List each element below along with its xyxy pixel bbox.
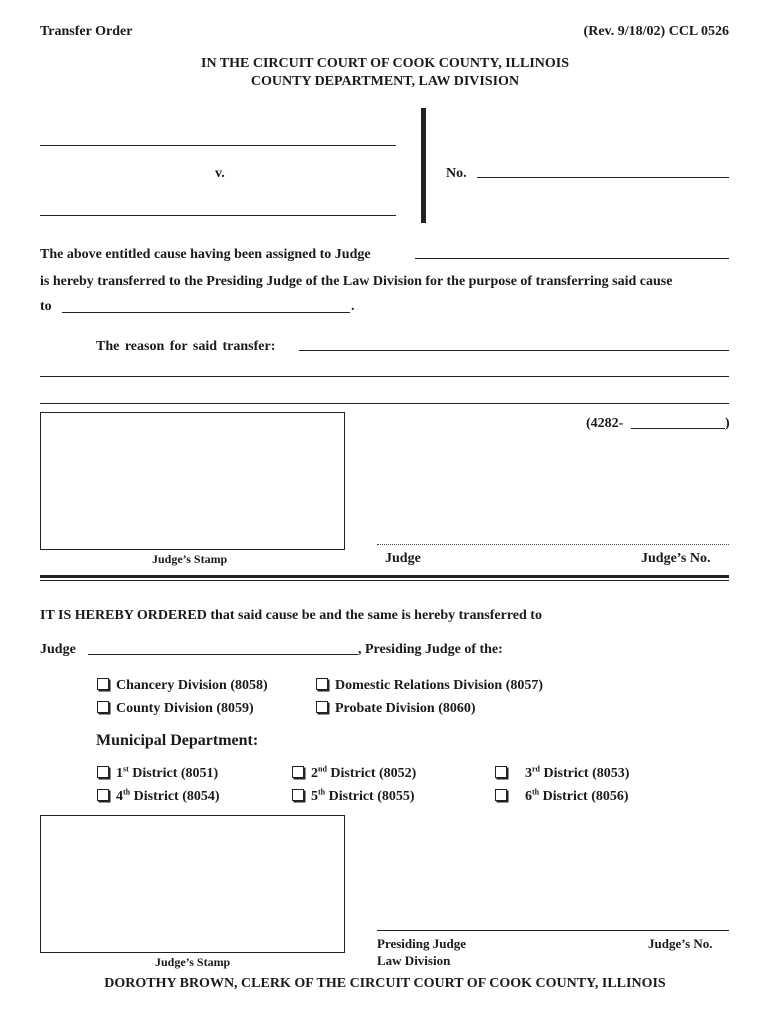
district-3-option[interactable]	[495, 765, 629, 782]
presiding-judge-label: Presiding Judge	[377, 936, 466, 951]
transferred-text: is hereby transferred to the Presiding Judge of the Law Division for the purpose of transferring said cause	[40, 274, 673, 289]
reason-field-line1[interactable]	[299, 350, 729, 351]
law-division-label: Law Division	[377, 953, 451, 968]
assigned-judge-field[interactable]	[415, 258, 729, 259]
district-5-option[interactable]	[292, 788, 415, 805]
versus-label: v.	[215, 166, 225, 181]
district-1-option[interactable]	[97, 765, 218, 782]
code-suffix: )	[725, 416, 730, 431]
court-title-line1: IN THE CIRCUIT COURT OF COOK COUNTY, ILLINOIS	[201, 56, 569, 71]
judge-signature-line[interactable]	[377, 544, 729, 545]
district-6-checkbox[interactable]	[495, 789, 507, 801]
district-3-checkbox[interactable]	[495, 766, 507, 778]
case-number-field[interactable]	[477, 177, 729, 178]
domestic-checkbox[interactable]	[316, 678, 328, 690]
reason-label: The reason for said transfer:	[96, 339, 276, 354]
presiding-judge-no-label: Judge’s No.	[648, 936, 713, 951]
district-2-label: District (8052)	[326, 766, 417, 781]
county-label: County Division (8059)	[116, 701, 254, 716]
to-label: to	[40, 299, 52, 314]
district-5-label: District (8055)	[325, 789, 415, 804]
code-prefix: (4282-	[586, 416, 624, 431]
presiding-judge-field[interactable]	[88, 654, 358, 655]
district-3-label: District (8053)	[540, 766, 630, 781]
district-2-checkbox[interactable]	[292, 766, 304, 778]
district-4-suffix: th	[123, 787, 131, 797]
district-2-suffix: nd	[318, 764, 327, 774]
domestic-option[interactable]	[316, 677, 543, 694]
defendant-field[interactable]	[40, 215, 396, 216]
judge-no-label: Judge’s No.	[641, 551, 711, 566]
presiding-signature-line[interactable]	[377, 930, 729, 931]
case-number-label: No.	[446, 166, 467, 181]
court-title-line2: COUNTY DEPARTMENT, LAW DIVISION	[250, 74, 520, 89]
reason-field-line2[interactable]	[40, 376, 729, 377]
assigned-text: The above entitled cause having been assigned to Judge	[40, 247, 371, 262]
section-divider-thick	[40, 575, 729, 578]
section-divider-thin	[40, 580, 729, 581]
domestic-label: Domestic Relations Division (8057)	[335, 678, 544, 693]
district-5-checkbox[interactable]	[292, 789, 304, 801]
district-6-option[interactable]	[495, 788, 629, 805]
form-name: Transfer Order	[40, 24, 133, 39]
code-field[interactable]	[631, 428, 725, 429]
reason-field-line3[interactable]	[40, 403, 729, 404]
probate-checkbox[interactable]	[316, 701, 328, 713]
order-judge-label: Judge	[40, 642, 76, 657]
caption-divider	[421, 108, 426, 223]
judge-stamp-box	[40, 412, 345, 550]
district-5-number: 5	[311, 789, 318, 804]
presiding-text: , Presiding Judge of the:	[358, 642, 503, 657]
chancery-label: Chancery Division (8058)	[116, 678, 268, 693]
district-2-number: 2	[311, 766, 318, 781]
district-6-suffix: th	[532, 787, 540, 797]
county-checkbox[interactable]	[97, 701, 109, 713]
district-4-label: District (8054)	[130, 789, 220, 804]
district-3-number: 3	[525, 766, 532, 781]
probate-label: Probate Division (8060)	[335, 701, 476, 716]
district-5-suffix: th	[318, 787, 326, 797]
chancery-checkbox[interactable]	[97, 678, 109, 690]
ordered-text: IT IS HEREBY ORDERED that said cause be and the same is hereby transferred to	[40, 608, 542, 623]
district-6-number: 6	[525, 789, 532, 804]
district-1-label: District (8051)	[128, 766, 219, 781]
district-4-number: 4	[116, 789, 123, 804]
district-4-checkbox[interactable]	[97, 789, 109, 801]
judge-label: Judge	[385, 551, 421, 566]
clerk-footer: DOROTHY BROWN, CLERK OF THE CIRCUIT COURT OF COOK COUNTY, ILLINOIS	[104, 976, 666, 991]
transfer-to-field[interactable]	[62, 312, 350, 313]
chancery-option[interactable]	[97, 677, 268, 694]
presiding-stamp-label: Judge’s Stamp	[155, 955, 231, 969]
plaintiff-field[interactable]	[40, 145, 396, 146]
district-3-suffix: rd	[532, 764, 540, 774]
probate-option[interactable]	[316, 700, 476, 717]
municipal-heading: Municipal Department:	[96, 732, 259, 749]
judge-stamp-label: Judge’s Stamp	[152, 552, 228, 566]
presiding-stamp-box	[40, 815, 345, 953]
district-4-option[interactable]	[97, 788, 220, 805]
district-6-label: District (8056)	[539, 789, 629, 804]
district-1-number: 1	[116, 766, 123, 781]
district-1-suffix: st	[123, 764, 129, 774]
county-option[interactable]	[97, 700, 254, 717]
to-period: .	[351, 299, 355, 314]
district-2-option[interactable]	[292, 765, 416, 782]
district-1-checkbox[interactable]	[97, 766, 109, 778]
form-revision: (Rev. 9/18/02) CCL 0526	[583, 24, 729, 39]
